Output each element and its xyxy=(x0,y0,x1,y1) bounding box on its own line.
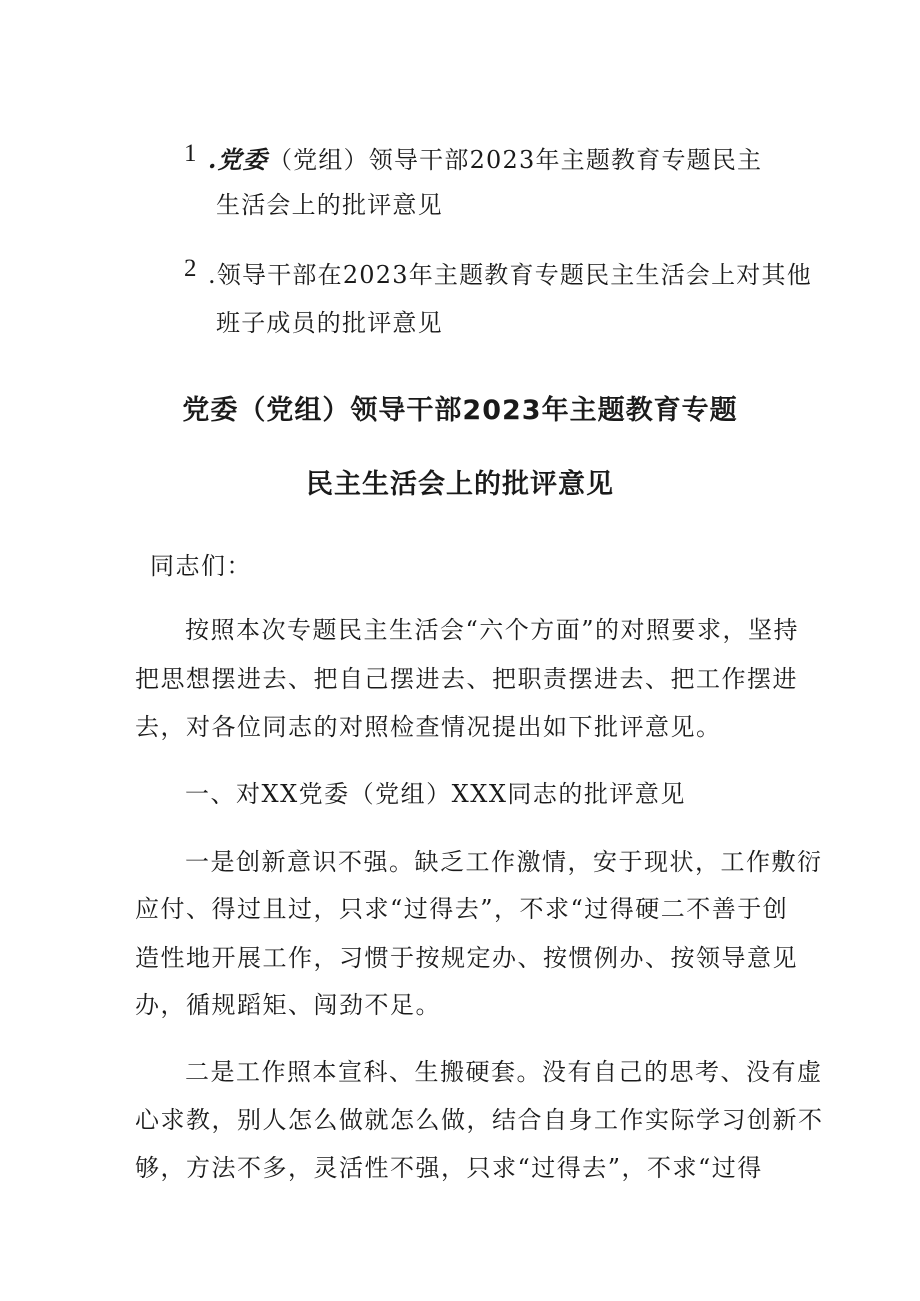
document-title-line1: 党委（党组）领导干部2023年主题教育专题 xyxy=(182,395,738,426)
point1-line-2: 应付、得过且过，只求“过得去”，不求“过得硬二不善于创 xyxy=(135,895,789,923)
intro-line-3: 去，对各位同志的对照检查情况提出如下批评意见。 xyxy=(135,713,722,741)
toc-item-2-line1[interactable]: .领导干部在2023年主题教育专题民主生活会上对其他 xyxy=(208,261,812,289)
point1-line-3: 造性地开展工作，习惯于按规定办、按惯例办、按领导意见 xyxy=(135,944,798,972)
salutation: 同志们： xyxy=(150,552,252,580)
intro-line-2: 把思想摆进去、把自己摆进去、把职责摆进去、把工作摆进 xyxy=(135,665,798,693)
section-heading-1: 一、对XX党委（党组）XXX同志的批评意见 xyxy=(185,780,686,808)
toc-item-1-number: 1 xyxy=(184,140,197,167)
point2-line-1: 二是工作照本宣科、生搬硬套。没有自己的思考、没有虚 xyxy=(185,1058,823,1086)
point2-line-3: 够，方法不多，灵活性不强，只求“过得去”，不求“过得 xyxy=(135,1154,763,1182)
document-title-line2: 民主生活会上的批评意见 xyxy=(306,469,614,500)
intro-line-1: 按照本次专题民主生活会“六个方面”的对照要求，坚持 xyxy=(185,616,800,644)
toc-item-2-number: 2 xyxy=(184,255,197,282)
toc-item-1-line2[interactable]: 生活会上的批评意见 xyxy=(216,191,443,219)
toc-item-2-line2[interactable]: 班子成员的批评意见 xyxy=(216,309,443,337)
point1-line-1: 一是创新意识不强。缺乏工作激情，安于现状，工作敷衍 xyxy=(185,848,823,876)
toc-item-1-line1[interactable] xyxy=(208,140,762,175)
toc-item-1-lead: .党委 xyxy=(208,145,268,174)
point2-line-2: 心求教，别人怎么做就怎么做，结合自身工作实际学习创新不 xyxy=(135,1106,824,1134)
toc-item-1-rest: （党组）领导干部2023年主题教育专题民主 xyxy=(267,146,763,174)
point1-line-4: 办，循规蹈矩、闯劲不足。 xyxy=(135,991,441,1019)
